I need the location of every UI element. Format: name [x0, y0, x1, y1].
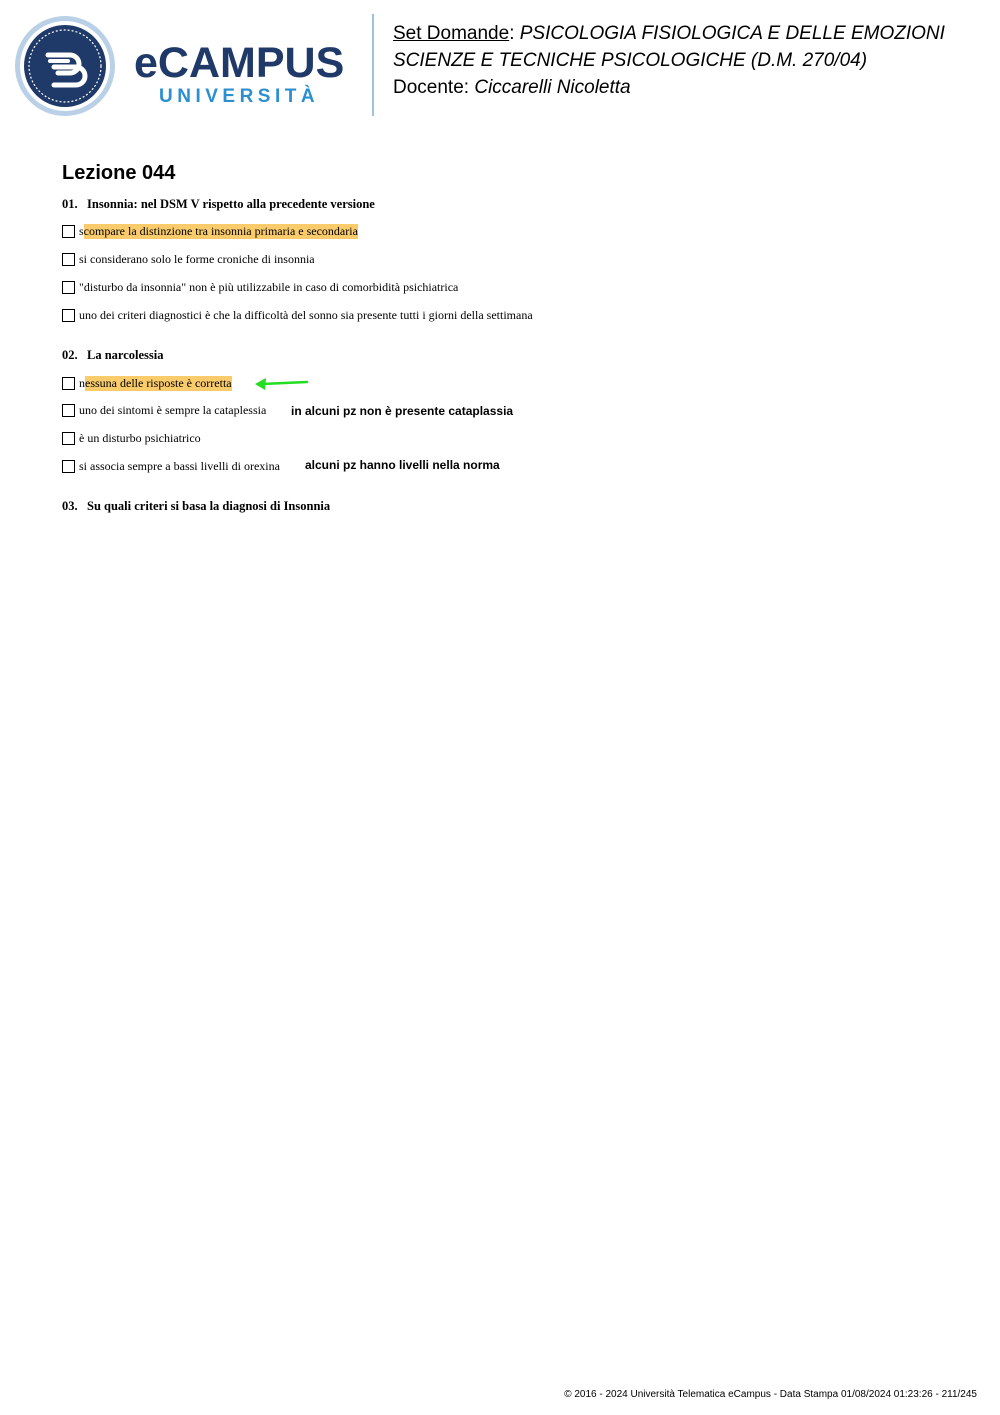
highlighted-text: essuna delle risposte è corretta — [85, 375, 232, 390]
option-text: uno dei sintomi è sempre la cataplessia — [79, 402, 267, 417]
set-label: Set Domande — [393, 23, 510, 44]
question-text: La narcolessia — [87, 348, 164, 362]
option-text: si considerano solo le forme croniche di insonnia — [79, 251, 315, 266]
teacher-label: Docente — [393, 77, 464, 98]
annotation-note: alcuni pz hanno livelli nella norma — [305, 458, 500, 472]
ecampus-seal-logo-icon — [14, 15, 116, 117]
answer-checkbox[interactable] — [62, 404, 75, 417]
option-text: "disturbo da insonnia" non è più utilizzabile in caso di comorbidità psichiatrica — [79, 279, 459, 294]
course-name: PSICOLOGIA FISIOLOGICA E DELLE EMOZIONI — [519, 23, 945, 44]
option-text: si associa sempre a bassi livelli di orexina — [79, 458, 280, 473]
answer-checkbox[interactable] — [62, 432, 75, 445]
answer-checkbox[interactable] — [62, 309, 75, 322]
answer-option[interactable] — [62, 430, 201, 446]
answer-checkbox[interactable] — [62, 225, 75, 238]
answer-checkbox[interactable] — [62, 460, 75, 473]
answer-checkbox[interactable] — [62, 253, 75, 266]
answer-checkbox[interactable] — [62, 281, 75, 294]
answer-checkbox[interactable] — [62, 377, 75, 390]
answer-option[interactable] — [62, 251, 315, 267]
option-text: uno dei criteri diagnostici è che la difficoltà del sonno sia presente tutti i giorni della settimana — [79, 307, 533, 322]
annotation-note: in alcuni pz non è presente cataplassia — [291, 404, 514, 418]
option-text: s — [79, 223, 84, 238]
answer-option[interactable] — [62, 375, 232, 391]
question-number: 01. — [62, 197, 78, 211]
logo-ecampus-text: eCAMPUS — [134, 39, 345, 87]
logo-universita-text: UNIVERSITÀ — [159, 86, 320, 107]
header-divider — [372, 14, 374, 116]
page-header — [0, 0, 1000, 130]
question-3-title — [62, 499, 330, 514]
page-footer: © 2016 - 2024 Università Telematica eCampus - Data Stampa 01/08/2024 01:23:26 - 211/245 — [564, 1389, 977, 1400]
answer-option[interactable] — [62, 279, 458, 295]
question-2-title — [62, 348, 164, 363]
option-text: è un disturbo psichiatrico — [79, 430, 201, 445]
lesson-title: Lezione 044 — [62, 162, 176, 184]
course-info: Set Domande: PSICOLOGIA FISIOLOGICA E DELLE EMOZIONI SCIENZE E TECNICHE PSICOLOGICHE (D.M. 270/04) Docente: Ciccarelli Nicoletta — [393, 23, 945, 98]
option-text: n — [79, 375, 85, 390]
answer-option[interactable] — [62, 402, 266, 418]
question-text: Insonnia: nel DSM V rispetto alla precedente versione — [87, 197, 375, 211]
question-number: 03. — [62, 499, 78, 513]
question-1-title — [62, 197, 375, 212]
highlighted-text: compare la distinzione tra insonnia primaria e secondaria — [83, 223, 358, 238]
teacher-name: Ciccarelli Nicoletta — [474, 77, 631, 98]
green-arrow-icon — [252, 374, 310, 392]
answer-option[interactable] — [62, 223, 358, 239]
question-number: 02. — [62, 348, 78, 362]
answer-option[interactable] — [62, 458, 280, 474]
degree-name: SCIENZE E TECNICHE PSICOLOGICHE (D.M. 270/04) — [393, 50, 868, 71]
question-text: Su quali criteri si basa la diagnosi di Insonnia — [87, 499, 331, 513]
ecampus-wordmark — [134, 40, 344, 108]
answer-option[interactable] — [62, 307, 533, 323]
